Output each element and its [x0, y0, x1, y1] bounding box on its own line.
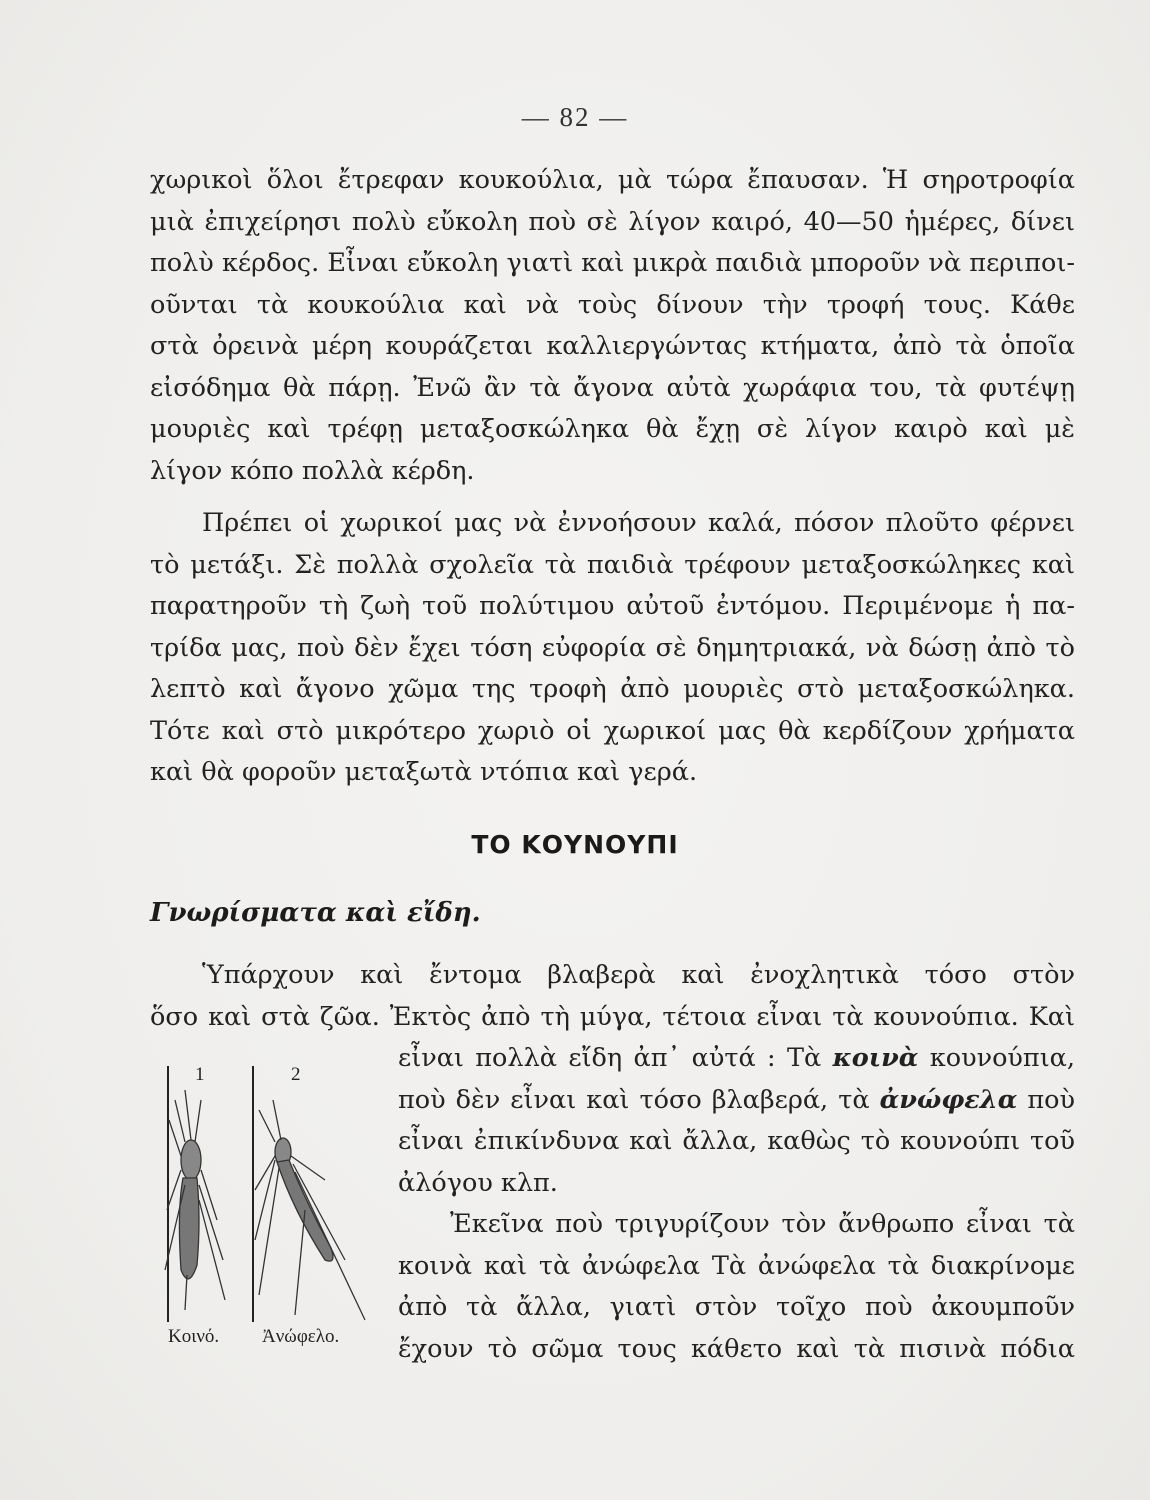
text-line: στὰ ὀρεινὰ μέρη κουράζεται καλλιεργώντας κτήματα, ἀπὸ τὰ ὁποῖα	[150, 331, 1075, 361]
text-line: εἰσόδημα θὰ πάρῃ. Ἐνῶ ἂν τὰ ἄγονα αὐτὰ χωράφια του, τὰ φυτέψῃ	[150, 372, 1075, 403]
text-line: λεπτὸ καὶ ἄγονο χῶμα της τροφὴ ἀπὸ μουριὲς στὸ μεταξοσκώληκα.	[150, 674, 1075, 704]
caption-common: Κοινό.	[168, 1326, 220, 1347]
text-segment: εἶναι πολλὰ εἴδη ἀπ᾽ αὐτά : Τὰ	[398, 1043, 822, 1073]
text-line: Τότε καὶ στὸ μικρότερο χωριὸ οἱ χωρικοί μας θὰ κερδίζουν χρήματα	[150, 715, 1075, 746]
section-subheading: Γνωρίσματα καὶ εἴδη.	[150, 898, 481, 928]
mosquito-illustration	[155, 1060, 385, 1360]
paragraph-mosquito-kinds	[398, 1038, 1075, 1204]
text-line: Ὑπάρχουν καὶ ἔντομα βλαβερὰ καὶ ἐνοχλητικὰ τόσο στὸν	[202, 960, 1075, 990]
text-segment: ποὺ δὲν εἶναι καὶ τόσο βλαβερά, τὰ	[398, 1084, 870, 1115]
text-line: καὶ θὰ φοροῦν μεταξωτὰ ντόπια καὶ γερά.	[150, 757, 698, 787]
paragraph-sericulture	[150, 160, 1075, 492]
text-line: ὅσο καὶ στὰ ζῶα. Ἐκτὸς ἀπὸ τὴ μύγα, τέτοια εἶναι τὰ κουνούπια. Καὶ	[150, 1001, 1075, 1032]
text-line: τρίδα μας, ποὺ δὲν ἔχει τόση εὐφορία σὲ δημητριακά, νὰ δώσῃ ἀπὸ τὸ	[150, 632, 1075, 663]
paragraph-distinguish	[398, 1204, 1075, 1370]
mosquito-figure	[155, 1060, 385, 1360]
common-mosquito-drawing	[165, 1090, 225, 1310]
section-heading: ΤΟ ΚΟΥΝΟΥΠΙ	[471, 830, 679, 859]
text-line: λίγον κόπο πολλὰ κέρδη.	[150, 455, 475, 486]
text-line	[398, 1038, 1075, 1080]
figure-label-1: 1	[195, 1064, 205, 1085]
paragraph-intro-mosquito	[150, 955, 1075, 1038]
text-line: χωρικοὶ ὅλοι ἔτρεφαν κουκούλια, μὰ τώρα ἔπαυσαν. Ἡ σηροτροφία	[150, 165, 1075, 195]
figure-label-2: 2	[291, 1064, 301, 1085]
paragraph-silk-wealth	[150, 503, 1075, 794]
text-line: οῦνται τὰ κουκούλια καὶ νὰ τοὺς δίνουν τὴν τροφή τους. Κάθε	[150, 289, 1075, 320]
anopheles-mosquito-drawing	[255, 1100, 365, 1320]
text-line: μιὰ ἐπιχείρησι πολὺ εὔκολη ποὺ σὲ λίγον καιρό, 40—50 ἡμέρες, δίνει	[150, 206, 1075, 237]
text-line	[398, 1080, 1075, 1122]
text-line: πολὺ κέρδος. Εἶναι εὔκολη γιατὶ καὶ μικρὰ παιδιὰ μποροῦν νὰ περιποι-	[150, 248, 1075, 278]
caption-anopheles: Ἀνώφελο.	[262, 1326, 340, 1347]
text-line: ἀλόγου κλπ.	[398, 1167, 558, 1198]
text-segment: κουνούπια,	[929, 1043, 1075, 1073]
text-line: ἔχουν τὸ σῶμα τους κάθετο καὶ τὰ πισινὰ πόδια	[398, 1333, 1075, 1364]
text-line: Πρέπει οἱ χωρικοί μας νὰ ἐννοήσουν καλά, πόσον πλοῦτο φέρνει	[202, 508, 1075, 538]
text-line: Ἐκεῖνα ποὺ τριγυρίζουν τὸν ἄνθρωπο εἶναι τὰ	[450, 1209, 1075, 1239]
text-segment: ποὺ	[1027, 1084, 1075, 1115]
text-line: παρατηροῦν τὴ ζωὴ τοῦ πολύτιμου αὐτοῦ ἐντόμου. Περιμένομε ἡ πα-	[150, 591, 1075, 621]
text-line: κοινὰ καὶ τὰ ἀνώφελα Τὰ ἀνώφελα τὰ διακρίνομε	[398, 1250, 1075, 1281]
text-line: τὸ μετάξι. Σὲ πολλὰ σχολεῖα τὰ παιδιὰ τρέφουν μεταξοσκώληκες καὶ	[150, 549, 1075, 580]
emphasis-common: κοινὰ	[832, 1043, 919, 1073]
text-line: μουριὲς καὶ τρέφῃ μεταξοσκώληκα θὰ ἔχῃ σὲ λίγον καιρὸ καὶ μὲ	[150, 414, 1075, 444]
text-line: ἀπὸ τὰ ἄλλα, γιατὶ στὸν τοῖχο ποὺ ἀκουμποῦν	[398, 1292, 1075, 1322]
page-number: — 82 —	[521, 102, 629, 132]
emphasis-anopheles: ἀνώφελα	[879, 1084, 1018, 1115]
text-line: εἶναι ἐπικίνδυνα καὶ ἄλλα, καθὼς τὸ κουνούπι τοῦ	[398, 1126, 1075, 1156]
